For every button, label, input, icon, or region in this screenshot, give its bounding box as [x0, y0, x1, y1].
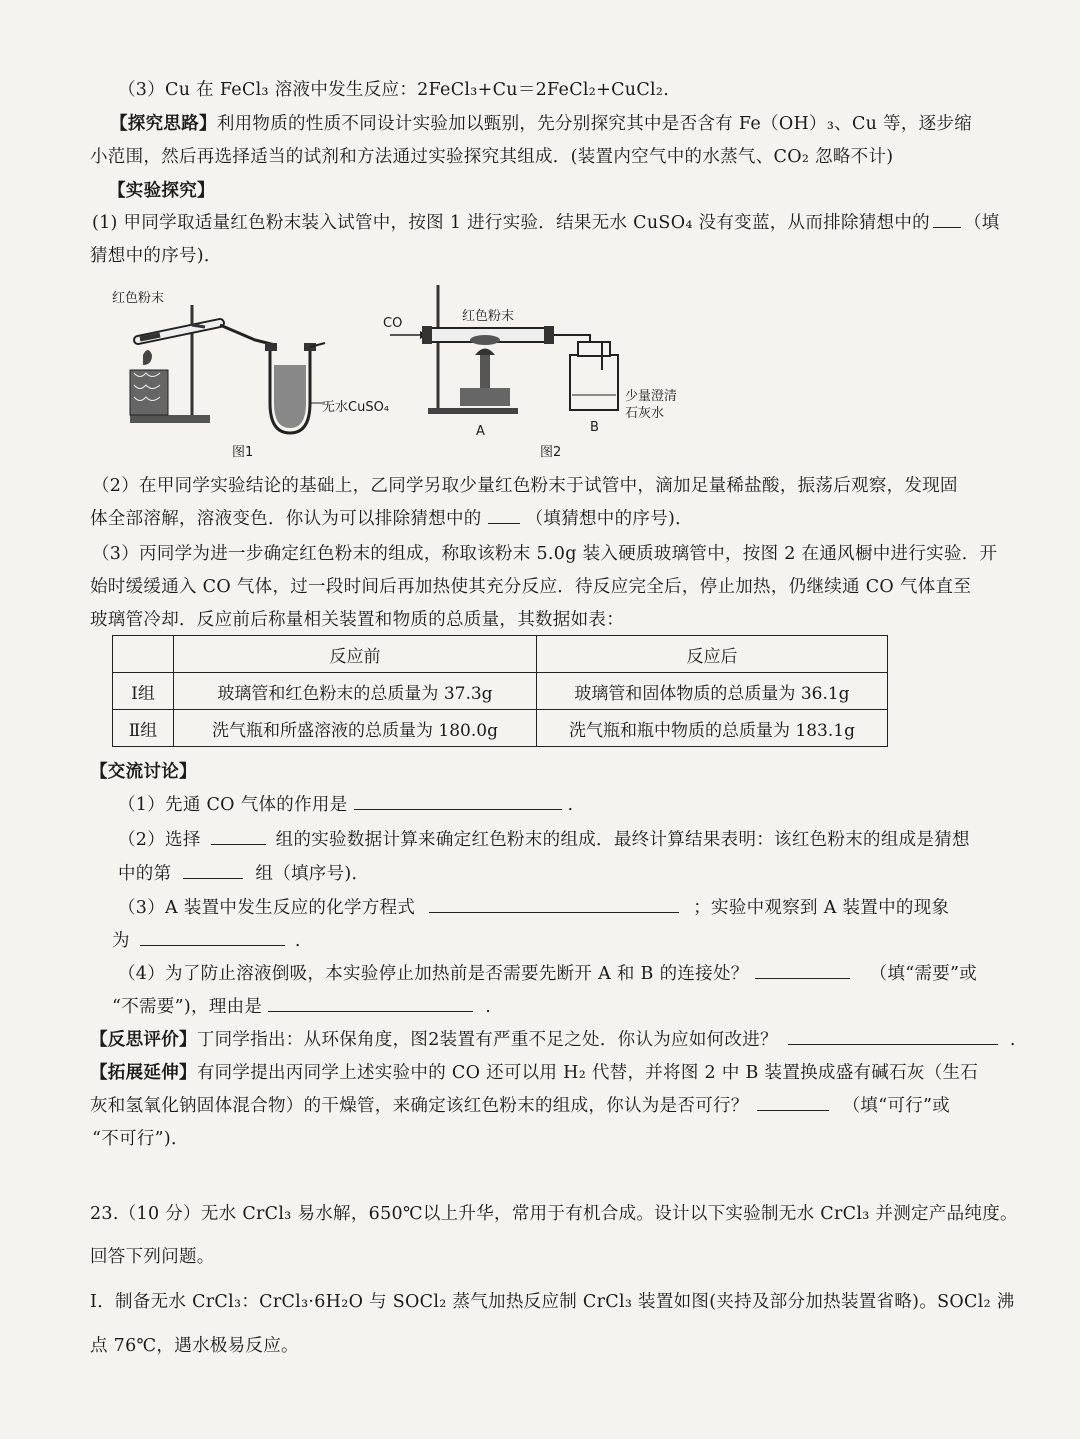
- table-cell: 玻璃管和红色粉末的总质量为 37.3g: [174, 673, 537, 710]
- explore-heading: 【探究思路】: [110, 114, 217, 134]
- discussion-q2-blank-2[interactable]: [183, 862, 243, 879]
- extension-line-1: [90, 1059, 978, 1084]
- extension-line-3: “不可行”)．: [92, 1129, 189, 1149]
- discussion-q3-blank-1[interactable]: [429, 896, 679, 913]
- explore-line-1: [110, 110, 972, 135]
- fig1-cuso4-label: 无水CuSO₄: [322, 400, 390, 415]
- q2-answer-blank[interactable]: [488, 507, 520, 524]
- discussion-heading: 【交流讨论】: [90, 762, 197, 782]
- figure-1-apparatus: [110, 285, 410, 460]
- table-cell: 洗气瓶和瓶中物质的总质量为 183.1g: [537, 710, 888, 747]
- discussion-q4-text-a: （4）为了防止溶液倒吸，本实验停止加热前是否需要先断开 A 和 B 的连接处？: [118, 964, 749, 984]
- discussion-q3-line-1: [118, 894, 949, 919]
- extension-heading: 【拓展延伸】: [90, 1063, 197, 1083]
- discussion-q3-text-c: 为: [112, 931, 130, 951]
- reflection-text: 丁同学指出：从环保角度，图2装置有严重不足之处．你认为应如何改进？: [196, 1030, 778, 1050]
- q2-line-1: （2）在甲同学实验结论的基础上，乙同学另取少量红色粉末于试管中，滴加足量稀盐酸，振荡后观察，发现固: [92, 476, 958, 496]
- figure-2-apparatus: [380, 280, 640, 440]
- discussion-q4-text-b: （填“需要”或: [869, 964, 978, 984]
- q3-line-2: 始时缓缓通入 CO 气体，过一段时间后再加热使其充分反应．待反应完全后，停止加热，仍继续通 CO 气体直至: [90, 577, 972, 597]
- table-header-cell: [113, 636, 174, 673]
- discussion-q2-text-b: 组的实验数据计算来确定红色粉末的组成．最终计算结果表明：该红色粉末的组成是猜想: [275, 830, 970, 850]
- table-header-row: [113, 636, 888, 673]
- discussion-q3-text-b: ；实验中观察到 A 装置中的现象: [693, 898, 950, 918]
- extension-line-2: [90, 1092, 950, 1117]
- table-cell: 洗气瓶和所盛溶液的总质量为 180.0g: [174, 710, 537, 747]
- fig2-co-label: CO: [383, 316, 403, 331]
- table-cell: Ⅰ组: [113, 673, 174, 710]
- fig2-label-a: A: [476, 424, 485, 439]
- q1-answer-blank[interactable]: [933, 211, 961, 228]
- period: .: [567, 795, 574, 815]
- discussion-q1: [118, 791, 573, 816]
- table-header-cell: 反应后: [537, 636, 888, 673]
- q1-text-1b: （填: [963, 213, 1000, 233]
- q23-line-1: 23.（10 分）无水 CrCl₃ 易水解，650℃以上升华，常用于有机合成。设计以下实验制无水 CrCl₃ 并测定产品纯度。: [90, 1204, 1018, 1224]
- explore-text-1: 利用物质的性质不同设计实验加以甄别，先分别探究其中是否含有 Fe（OH）₃、Cu 等，逐步缩: [216, 114, 973, 134]
- extension-text-2b: （填“可行”或: [842, 1096, 951, 1116]
- discussion-q4-line-2: [112, 993, 491, 1018]
- q23-line-2: 回答下列问题。: [90, 1247, 215, 1267]
- table-header-cell: 反应前: [174, 636, 537, 673]
- discussion-q4-blank-2[interactable]: [268, 995, 473, 1012]
- discussion-q2-blank-1[interactable]: [211, 828, 266, 845]
- extension-text-2a: 灰和氢氧化钠固体混合物）的干燥管，来确定该红色粉末的组成，你认为是否可行？: [90, 1096, 749, 1116]
- paragraph-3: （3）Cu 在 FeCl₃ 溶液中发生反应：2FeCl₃+Cu＝2FeCl₂+CuCl₂.: [118, 80, 670, 100]
- reflection-blank[interactable]: [788, 1028, 998, 1045]
- fig1-powder-label: 红色粉末: [112, 291, 165, 306]
- q2-text-2b: （填猜想中的序号)．: [525, 509, 693, 529]
- reflection-line: [90, 1026, 1016, 1051]
- discussion-q2-text-d: 组（填序号)．: [255, 864, 370, 884]
- q1-line-2: 猜想中的序号)．: [90, 246, 222, 266]
- fig1-caption: 图1: [232, 445, 254, 460]
- table-cell: 玻璃管和固体物质的总质量为 36.1g: [537, 673, 888, 710]
- discussion-q3-line-2: [112, 927, 301, 952]
- q3-line-1: （3）丙同学为进一步确定红色粉末的组成，称取该粉末 5.0g 装入硬质玻璃管中，按图 2 在通风橱中进行实验．开: [92, 544, 998, 564]
- fig2-caption: 图2: [540, 445, 562, 460]
- experiment-heading: 【实验探究】: [108, 181, 215, 201]
- period: .: [485, 997, 492, 1017]
- extension-text-1: 有同学提出丙同学上述实验中的 CO 还可以用 H₂ 代替，并将图 2 中 B 装置换成盛有碱石灰（生石: [196, 1063, 979, 1083]
- q1-text-1a: (1) 甲同学取适量红色粉末装入试管中，按图 1 进行实验．结果无水 CuSO₄ 没有变蓝，从而排除猜想中的: [92, 213, 930, 233]
- q2-line-2: [90, 505, 693, 530]
- table-row: [113, 673, 888, 710]
- period: .: [1009, 1030, 1016, 1050]
- discussion-q3-blank-2[interactable]: [140, 929, 285, 946]
- fig2-powder-label: 红色粉末: [462, 309, 515, 324]
- discussion-q2-line-2: [118, 860, 369, 885]
- discussion-q4-line-1: [118, 960, 977, 985]
- period: .: [294, 931, 301, 951]
- table-cell: Ⅱ组: [113, 710, 174, 747]
- q3-line-3: 玻璃管冷却．反应前后称量相关装置和物质的总质量，其数据如表：: [90, 610, 624, 630]
- mass-data-table: [112, 635, 888, 747]
- fig2-lime-label-2: 石灰水: [625, 406, 665, 421]
- discussion-q1-blank[interactable]: [354, 793, 562, 810]
- q1-line-1: [92, 209, 1000, 234]
- extension-blank[interactable]: [757, 1094, 829, 1111]
- discussion-q3-text-a: （3）A 装置中发生反应的化学方程式: [118, 898, 416, 918]
- explore-line-2: 小范围，然后再选择适当的试剂和方法通过实验探究其组成．(装置内空气中的水蒸气、CO₂ 忽略不计): [90, 147, 894, 167]
- discussion-q1-text: （1）先通 CO 气体的作用是: [118, 795, 348, 815]
- fig2-label-b: B: [590, 420, 599, 435]
- discussion-q4-text-c: “不需要”)，理由是: [112, 997, 263, 1017]
- q2-text-2a: 体全部溶解，溶液变色．你认为可以排除猜想中的: [90, 509, 482, 529]
- discussion-q4-blank-1[interactable]: [755, 962, 850, 979]
- q23-line-3: I．制备无水 CrCl₃：CrCl₃·6H₂O 与 SOCl₂ 蒸气加热反应制 CrCl₃ 装置如图(夹持及部分加热装置省略)。SOCl₂ 沸: [90, 1292, 1015, 1312]
- fig2-lime-label-1: 少量澄清: [625, 389, 678, 404]
- discussion-q2-text-c: 中的第: [118, 864, 172, 884]
- table-row: [113, 710, 888, 747]
- reflection-heading: 【反思评价】: [90, 1030, 197, 1050]
- q23-line-4: 点 76℃，遇水极易反应。: [90, 1336, 299, 1356]
- discussion-q2-text-a: （2）选择: [118, 830, 201, 850]
- discussion-q2-line-1: [118, 826, 970, 851]
